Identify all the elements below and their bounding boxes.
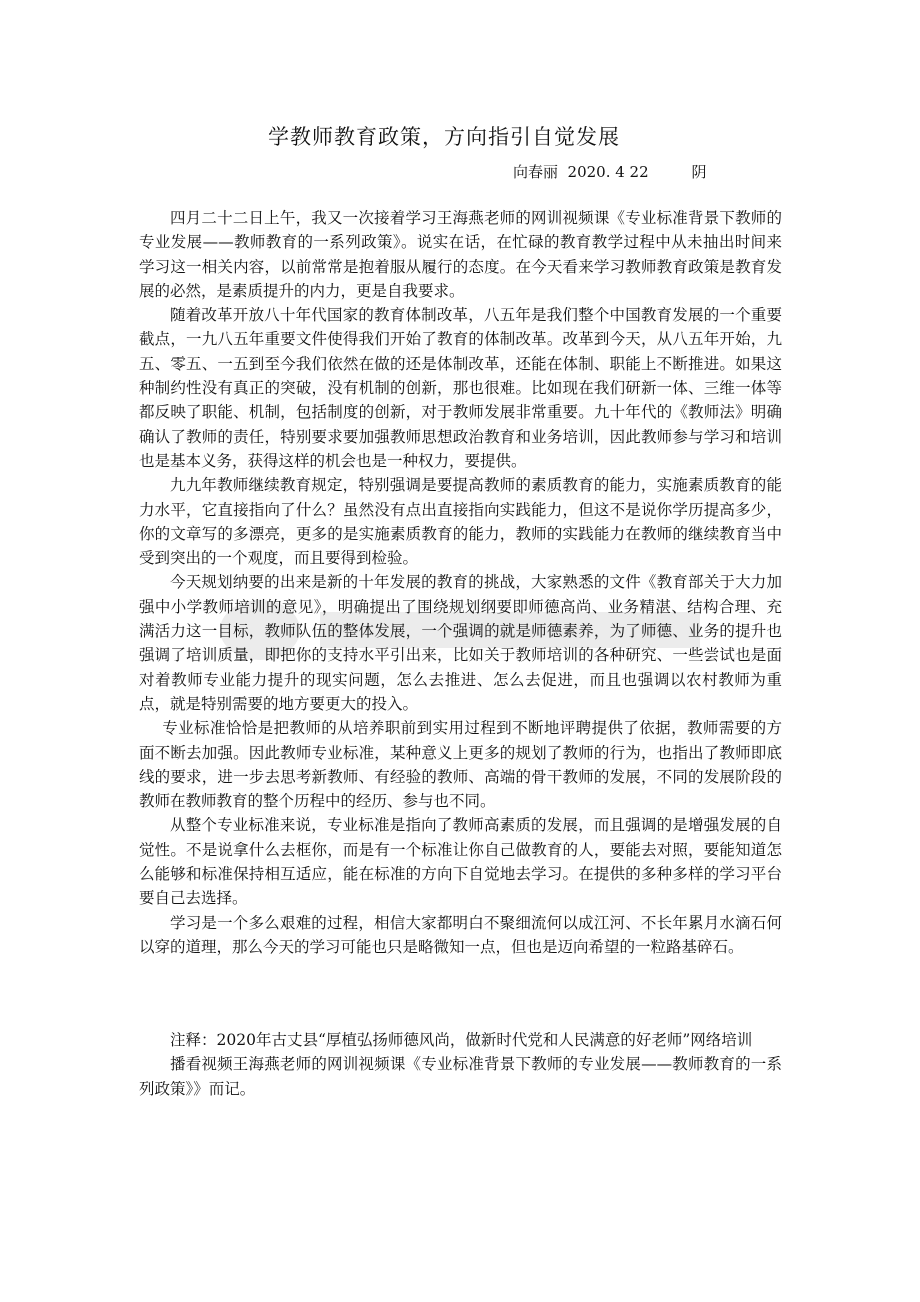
paragraph: 四月二十二日上午，我又一次接着学习王海燕老师的网训视频课《专业标准背景下教师的专业发展——教师教育的一系列政策》。说实在话，在忙碌的教育教学过程中从未抽出时间来学习这一相关内容，以前常常是抱着服从履行的态度。在今天看来学习教师教育政策是教育发展的必然，是素质提升的内力，更是自我要求。 (139, 209, 782, 300)
author-date-line: 向春丽 2020. 4 22 阴 (513, 163, 707, 181)
paragraph: 从整个专业标准来说，专业标准是指向了教师高素质的发展，而且强调的是增强发展的自觉性。不是说拿什么去框你，而是有一个标准让你自己做教育的人，要能去对照，要能知道怎么能够和标准保持相互适应，能在标准的方向下自觉地去学习。在提供的多种多样的学习平台要自己去选择。 (139, 816, 782, 908)
note-line: 播看视频王海燕老师的网训视频课《专业标准背景下教师的专业发展——教师教育的一系列政策》》而记。 (139, 1055, 782, 1098)
paragraph: 专业标准恰恰是把教师的从培养职前到实用过程到不断地评聘提供了依据，教师需要的方面不断去加强。因此教师专业标准，某种意义上更多的规划了教师的行为，也指出了教师即底线的要求，进一步去思考新教师、有经验的教师、高端的骨干教师的发展，不同的发展阶段的教师在教师教育的整个历程中的经历、参与也不同。 (139, 719, 782, 811)
document-title (0, 121, 920, 151)
title-text: 学教师教育政策，方向指引自觉发展 (268, 125, 620, 149)
paragraph: 今天规划纳要的出来是新的十年发展的教育的挑战，大家熟悉的文件《教育部关于大力加强中小学教师培训的意见》，明确提出了围绕规划纲要即师德高尚、业务精湛、结构合理、充满活力这一目标，教师队伍的整体发展，一个强调的就是师德素养，为了师德、业务的提升也强调了培训质量，即把你的支持水平引出来，比如关于教师培训的各种研究、一些尝试也是面对着教师专业能力提升的现实问题，怎么去推进、怎么去促进，而且也强调以农村教师为重点，就是特别需要的地方要更大的投入。 (139, 573, 782, 713)
paragraph: 随着改革开放八十年代国家的教育体制改革，八五年是我们整个中国教育发展的一个重要截点，一九八五年重要文件使得我们开始了教育的体制改革。改革到今天，从八五年开始，九五、零五、一五到至今我们依然在做的还是体制改革，还能在体制、职能上不断推进。如果这种制约性没有真正的突破，没有机制的创新，那也很难。比如现在我们研新一体、三维一体等都反映了职能、机制，包括制度的创新，对于教师发展非常重要。九十年代的《教师法》明确确认了教师的责任，特别要求要加强教师思想政治教育和业务培训，因此教师参与学习和培训也是基本义务，获得这样的机会也是一种权力，要提供。 (139, 306, 782, 470)
document-notes (139, 1028, 782, 1101)
document-body (139, 206, 782, 959)
paragraph: 学习是一个多么艰难的过程，相信大家都明白不聚细流何以成江河、不长年累月水滴石何以穿的道理，那么今天的学习可能也只是略微知一点，但也是迈向希望的一粒路基碎石。 (139, 913, 782, 956)
paragraph: 九九年教师继续教育规定，特别强调是要提高教师的素质教育的能力，实施素质教育的能力水平，它直接指向了什么？虽然没有点出直接指向实践能力，但这不是说你学历提高多少，你的文章写的多漂亮，更多的是实施素质教育的能力，教师的实践能力在教师的继续教育当中受到突出的一个观度，而且要得到检验。 (139, 476, 782, 568)
note-line: 注释：2020年古丈县“厚植弘扬师德风尚，做新时代党和人民满意的好老师”网络培训 (170, 1031, 753, 1049)
